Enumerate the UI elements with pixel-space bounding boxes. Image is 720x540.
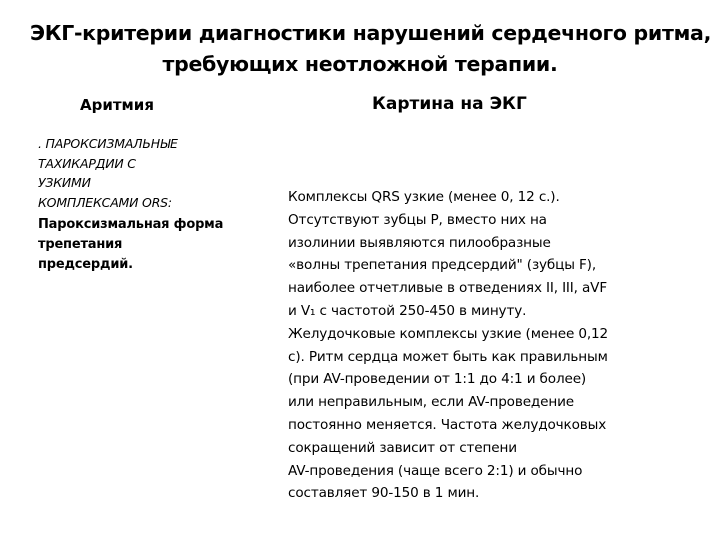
arrhythmia-line: предсердий. <box>38 257 133 272</box>
description-line: и V₁ с частотой 250-450 в минуту. <box>288 302 527 319</box>
description-line: Отсутствуют зубцы Р, вместо них на <box>288 211 547 228</box>
ecg-description <box>288 186 698 505</box>
description-line: составляет 90-150 в 1 мин. <box>288 485 480 502</box>
arrhythmia-column <box>38 134 263 275</box>
category-line: КОМПЛЕКСАМИ ORS: <box>38 194 172 210</box>
description-line: наиболее отчетливые в отведениях II, III, aVF <box>288 280 607 297</box>
category-line: ТАХИКАРДИИ С <box>38 155 136 171</box>
arrhythmia-name <box>38 215 263 275</box>
title-line-1: ЭКГ-критерии диагностики нарушений сердечного ритма, <box>30 21 712 45</box>
description-line: Комплексы QRS узкие (менее 0, 12 с.). <box>288 189 560 205</box>
tachycardia-category <box>38 134 263 212</box>
ecg-description-column <box>288 186 698 505</box>
arrhythmia-line: Пароксизмальная форма <box>38 217 224 232</box>
description-line: «волны трепетания предсердий" (зубцы F), <box>288 257 597 274</box>
description-line: изолинии выявляются пилообразные <box>288 234 551 251</box>
title-line-2: требующих неотложной терапии. <box>162 52 558 76</box>
description-line: или неправильным, если AV-проведение <box>288 394 575 411</box>
description-line: с). Ритм сердца может быть как правильным <box>288 348 608 365</box>
slide-title <box>30 18 712 80</box>
category-line: УЗКИМИ <box>38 175 91 190</box>
description-line: (при AV-проведении от 1:1 до 4:1 и более) <box>288 371 587 388</box>
description-line: Желудочковые комплексы узкие (менее 0,12 <box>288 325 609 342</box>
description-line: AV-проведения (чаще всего 2:1) и обычно <box>288 462 583 479</box>
arrhythmia-line: трепетания <box>38 237 123 252</box>
description-line: сокращений зависит от степени <box>288 439 517 456</box>
arrhythmia-column-header: Аритмия <box>80 96 154 114</box>
ecg-column-header: Картина на ЭКГ <box>372 94 527 114</box>
category-line: . ПАРОКСИЗМАЛЬНЫЕ <box>38 136 178 151</box>
description-line: постоянно меняется. Частота желудочковых <box>288 416 607 433</box>
